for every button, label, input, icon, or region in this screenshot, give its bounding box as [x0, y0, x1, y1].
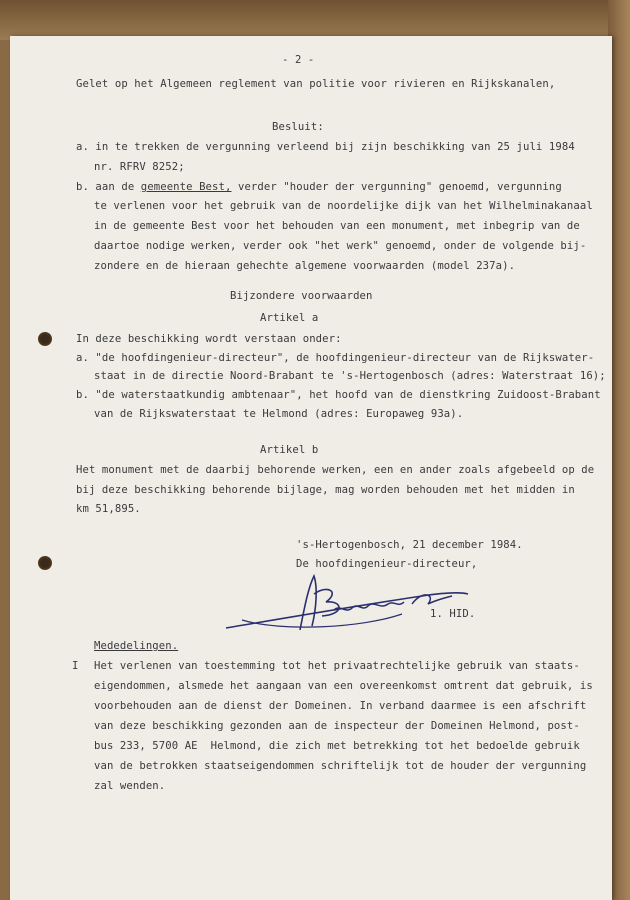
- besluit-item-b-line-5: zondere en de hieraan gehechte algemene voorwaarden (model 237a).: [94, 260, 516, 272]
- mededelingen-line-5: bus 233, 5700 AE Helmond, die zich met betrekking tot het bedoelde gebruik: [94, 740, 580, 752]
- bijzondere-voorwaarden-heading: Bijzondere voorwaarden: [230, 290, 373, 302]
- punch-hole-top: [38, 332, 52, 346]
- mededelingen-line-3: voorbehouden aan de dienst der Domeinen. In verband daarmee is een afschrift: [94, 700, 587, 712]
- signatory-initials: 1. HID.: [430, 608, 476, 620]
- besluit-b-prefix: b. aan de: [76, 181, 141, 193]
- intro-text: Gelet op het Algemeen reglement van politie voor rivieren en Rijkskanalen,: [76, 78, 556, 90]
- artikel-b-line-2: bij deze beschikking behorende bijlage, mag worden behouden met het midden in: [76, 484, 575, 496]
- handwritten-signature: [222, 570, 472, 640]
- mededelingen-line-4: van deze beschikking gezonden aan de inspecteur der Domeinen Helmond, post-: [94, 720, 580, 732]
- besluit-item-b-line-4: daartoe nodige werken, verder ook "het werk" genoemd, onder de volgende bij-: [94, 240, 587, 252]
- mededelingen-line-7: zal wenden.: [94, 780, 166, 792]
- document-page: [10, 36, 612, 900]
- besluit-item-b-line-1: [76, 181, 562, 193]
- artikel-b-heading: Artikel b: [260, 444, 319, 456]
- besluit-heading: Besluit:: [272, 121, 324, 133]
- mededelingen-heading: Mededelingen.: [94, 640, 179, 652]
- besluit-item-b-line-3: in de gemeente Best voor het behouden van een monument, met inbegrip van de: [94, 220, 580, 232]
- page-number: - 2 -: [282, 54, 315, 66]
- artikel-b-line-3: km 51,895.: [76, 503, 141, 515]
- place-and-date: 's-Hertogenbosch, 21 december 1984.: [296, 539, 523, 551]
- artikel-a-line-2: a. "de hoofdingenieur-directeur", de hoofdingenieur-directeur van de Rijkswater-: [76, 352, 595, 364]
- artikel-a-line-3: staat in de directie Noord-Brabant te 's-Hertogenbosch (adres: Waterstraat 16);: [94, 370, 606, 382]
- artikel-a-heading: Artikel a: [260, 312, 319, 324]
- punch-hole-bottom: [38, 556, 52, 570]
- besluit-item-b-line-2: te verlenen voor het gebruik van de noordelijke dijk van het Wilhelminakanaal: [94, 200, 593, 212]
- besluit-b-underlined: gemeente Best,: [140, 181, 232, 193]
- artikel-a-line-4: b. "de waterstaatkundig ambtenaar", het hoofd van de dienstkring Zuidoost-Brabant: [76, 389, 601, 401]
- besluit-item-a-line-2: nr. RFRV 8252;: [94, 161, 185, 173]
- signatory-title: De hoofdingenieur-directeur,: [296, 558, 478, 570]
- wooden-table-background: [0, 0, 630, 40]
- mededelingen-line-2: eigendommen, alsmede het aangaan van een overeenkomst omtrent dat gebruik, is: [94, 680, 593, 692]
- artikel-a-line-5: van de Rijkswaterstaat te Helmond (adres: Europaweg 93a).: [94, 408, 464, 420]
- mededelingen-numeral: I: [72, 660, 79, 672]
- artikel-b-line-1: Het monument met de daarbij behorende werken, een en ander zoals afgebeeld op de: [76, 464, 595, 476]
- artikel-a-line-1: In deze beschikking wordt verstaan onder:: [76, 333, 342, 345]
- mededelingen-line-6: van de betrokken staatseigendommen schriftelijk tot de houder der vergunning: [94, 760, 587, 772]
- besluit-item-a-line-1: a. in te trekken de vergunning verleend bij zijn beschikking van 25 juli 1984: [76, 141, 575, 153]
- mededelingen-line-1: Het verlenen van toestemming tot het privaatrechtelijke gebruik van staats-: [94, 660, 580, 672]
- besluit-b-suffix: verder "houder der vergunning" genoemd, vergunning: [231, 181, 562, 193]
